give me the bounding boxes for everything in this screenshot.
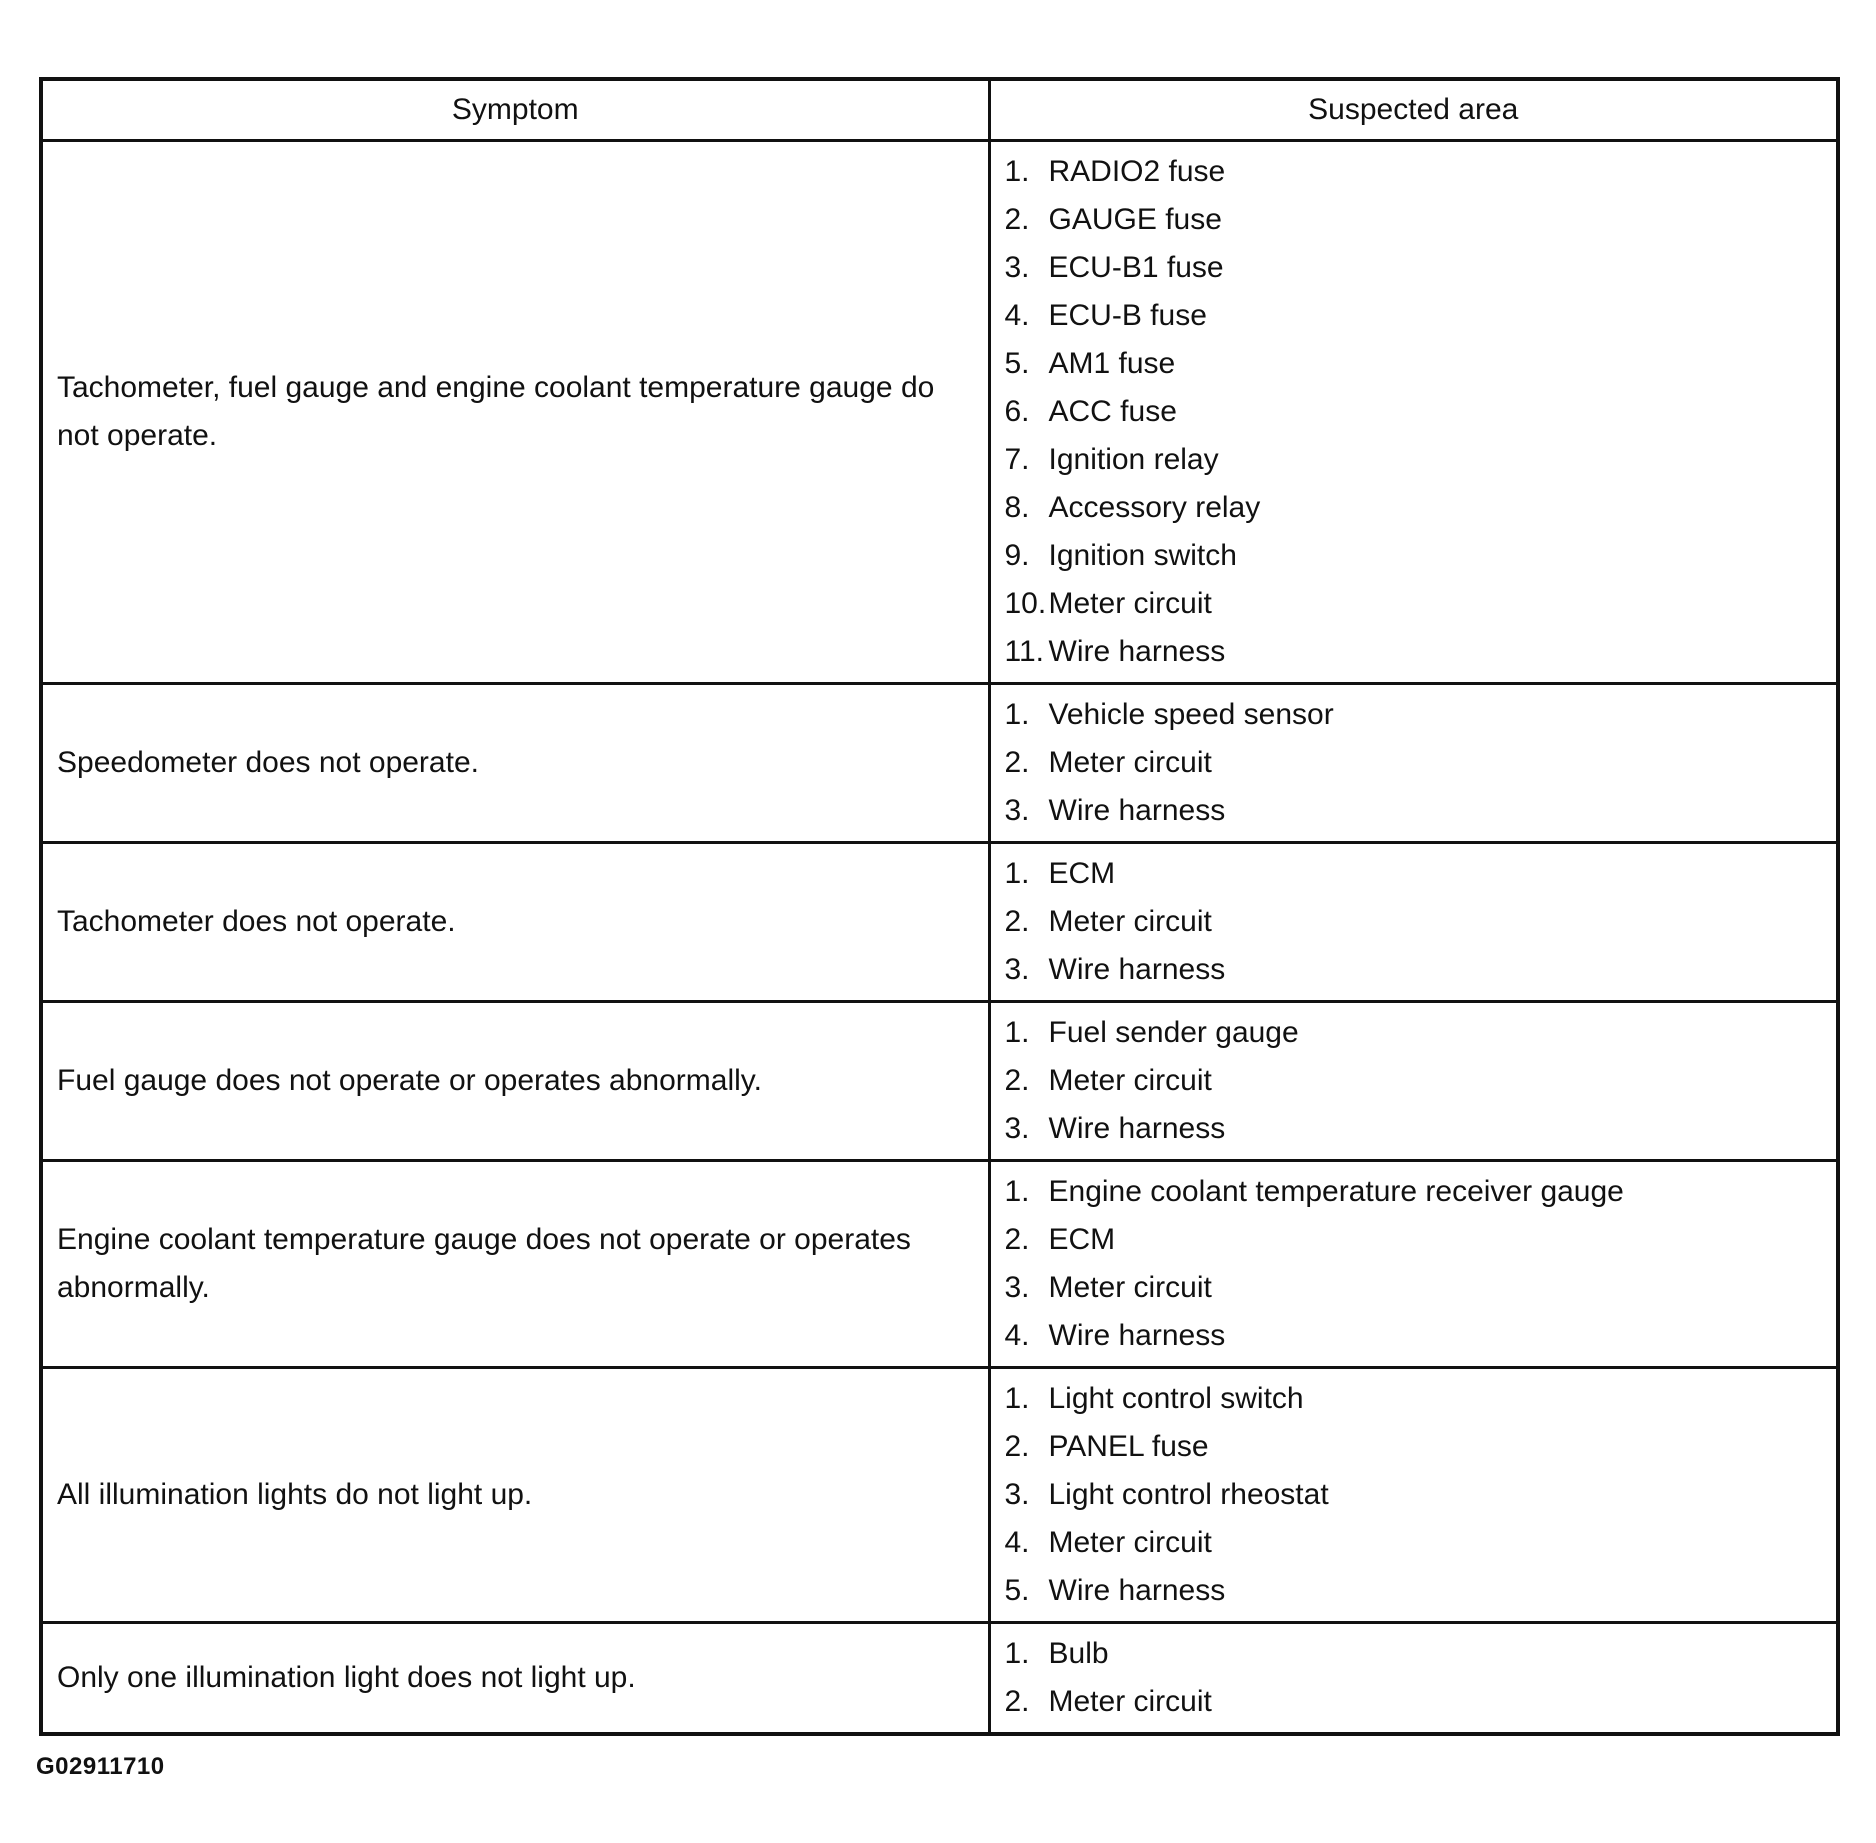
list-item-text: ECM [1048,1223,1116,1256]
list-item-number: 3. [1004,1478,1030,1511]
list-item-text: Meter circuit [1048,746,1212,779]
list-item-number: 6. [1004,395,1030,428]
list-item-text: PANEL fuse [1048,1430,1209,1463]
suspected-area-cell [989,684,1838,843]
list-item [1005,436,1825,484]
list-item-number: 4. [1004,1319,1030,1352]
list-item [1005,1168,1825,1216]
list-item-text: GAUGE fuse [1048,203,1222,236]
list-item-text: ECU-B1 fuse [1048,251,1224,284]
list-item-text: Meter circuit [1048,1526,1212,1559]
list-item [1005,898,1825,946]
list-item [1005,244,1825,292]
list-item-text: Light control switch [1048,1382,1304,1415]
suspected-area-list [1005,1009,1825,1153]
list-item-number: 3. [1004,794,1030,827]
list-item-text: Accessory relay [1048,491,1261,524]
suspected-area-cell [989,1623,1838,1735]
list-item-number: 9. [1004,539,1030,572]
list-item [1005,484,1825,532]
list-item-number: 3. [1004,953,1030,986]
symptom-cell: Tachometer does not operate. [41,843,989,1002]
list-item-number: 3. [1004,1271,1030,1304]
list-item [1005,580,1825,628]
header-suspected-area: Suspected area [989,79,1838,141]
list-item-text: Bulb [1048,1637,1109,1670]
table-header-row [41,79,1838,141]
table-row [41,1623,1838,1735]
list-item-text: AM1 fuse [1048,347,1176,380]
suspected-area-cell [989,843,1838,1002]
list-item-text: ECU-B fuse [1048,299,1207,332]
problem-symptoms-table-container [39,77,1840,1736]
list-item-number: 4. [1004,299,1030,332]
list-item-text: Meter circuit [1048,587,1212,620]
list-item-text: Ignition relay [1048,443,1219,476]
list-item-number: 2. [1004,746,1030,779]
suspected-area-cell [989,1161,1838,1368]
list-item [1005,1567,1825,1615]
list-item-number: 1. [1004,698,1030,731]
list-item [1005,1216,1825,1264]
list-item-number: 5. [1004,347,1030,380]
list-item-text: Wire harness [1048,1319,1226,1352]
table-row [41,141,1838,684]
problem-symptoms-table [39,77,1840,1736]
table-row [41,684,1838,843]
list-item [1005,388,1825,436]
list-item-number: 2. [1004,1430,1030,1463]
list-item [1005,1630,1825,1678]
list-item-text: ACC fuse [1048,395,1177,428]
list-item-number: 11. [1004,635,1044,668]
list-item [1005,1312,1825,1360]
list-item [1005,1375,1825,1423]
table-row [41,843,1838,1002]
list-item [1005,340,1825,388]
suspected-area-list [1005,148,1825,676]
list-item-number: 4. [1004,1526,1030,1559]
suspected-area-cell [989,141,1838,684]
list-item-text: Wire harness [1048,794,1226,827]
table-row [41,1002,1838,1161]
symptom-cell: Only one illumination light does not light up. [41,1623,989,1735]
list-item-text: Meter circuit [1048,1685,1212,1718]
list-item-text: Fuel sender gauge [1048,1016,1299,1049]
list-item [1005,1423,1825,1471]
list-item [1005,196,1825,244]
list-item-number: 3. [1004,1112,1030,1145]
list-item-number: 5. [1004,1574,1030,1607]
list-item-number: 1. [1004,1175,1030,1208]
list-item-text: Meter circuit [1048,1064,1212,1097]
list-item-number: 1. [1004,1382,1030,1415]
list-item-number: 10. [1004,587,1047,620]
list-item [1005,1519,1825,1567]
list-item-number: 2. [1004,203,1030,236]
list-item-text: Engine coolant temperature receiver gauge [1048,1175,1624,1208]
suspected-area-list [1005,691,1825,835]
list-item-number: 2. [1004,1064,1030,1097]
symptom-cell: All illumination lights do not light up. [41,1368,989,1623]
list-item [1005,946,1825,994]
table-body [41,141,1838,1735]
list-item-number: 1. [1004,1637,1030,1670]
list-item-text: Wire harness [1048,1574,1226,1607]
list-item-text: Wire harness [1048,635,1226,668]
list-item-text: Ignition switch [1048,539,1237,572]
list-item [1005,691,1825,739]
list-item-text: Vehicle speed sensor [1048,698,1334,731]
list-item [1005,850,1825,898]
suspected-area-list [1005,1168,1825,1360]
table-row [41,1368,1838,1623]
suspected-area-list [1005,1375,1825,1615]
list-item-number: 2. [1004,1685,1030,1718]
list-item [1005,292,1825,340]
table-row [41,1161,1838,1368]
symptom-cell: Speedometer does not operate. [41,684,989,843]
list-item [1005,1264,1825,1312]
suspected-area-cell [989,1002,1838,1161]
list-item [1005,1057,1825,1105]
list-item-number: 8. [1004,491,1030,524]
figure-id: G02911710 [36,1753,165,1780]
list-item-number: 1. [1004,155,1030,188]
list-item-number: 3. [1004,251,1030,284]
list-item [1005,1471,1825,1519]
list-item [1005,739,1825,787]
suspected-area-list [1005,1630,1825,1726]
list-item [1005,1678,1825,1726]
list-item-text: Light control rheostat [1048,1478,1329,1511]
list-item [1005,787,1825,835]
symptom-cell: Tachometer, fuel gauge and engine coolant temperature gauge do not operate. [41,141,989,684]
list-item [1005,532,1825,580]
suspected-area-list [1005,850,1825,994]
list-item-text: ECM [1048,857,1116,890]
list-item-number: 7. [1004,443,1030,476]
list-item [1005,628,1825,676]
list-item-text: Wire harness [1048,953,1226,986]
list-item [1005,1105,1825,1153]
symptom-cell: Fuel gauge does not operate or operates abnormally. [41,1002,989,1161]
header-symptom: Symptom [41,79,989,141]
list-item-number: 1. [1004,1016,1030,1049]
list-item [1005,148,1825,196]
symptom-cell: Engine coolant temperature gauge does not operate or operates abnormally. [41,1161,989,1368]
list-item-text: Meter circuit [1048,905,1212,938]
list-item-number: 2. [1004,1223,1030,1256]
suspected-area-cell [989,1368,1838,1623]
list-item-number: 2. [1004,905,1030,938]
list-item-text: Meter circuit [1048,1271,1212,1304]
list-item-text: Wire harness [1048,1112,1226,1145]
list-item-text: RADIO2 fuse [1048,155,1226,188]
list-item [1005,1009,1825,1057]
list-item-number: 1. [1004,857,1030,890]
